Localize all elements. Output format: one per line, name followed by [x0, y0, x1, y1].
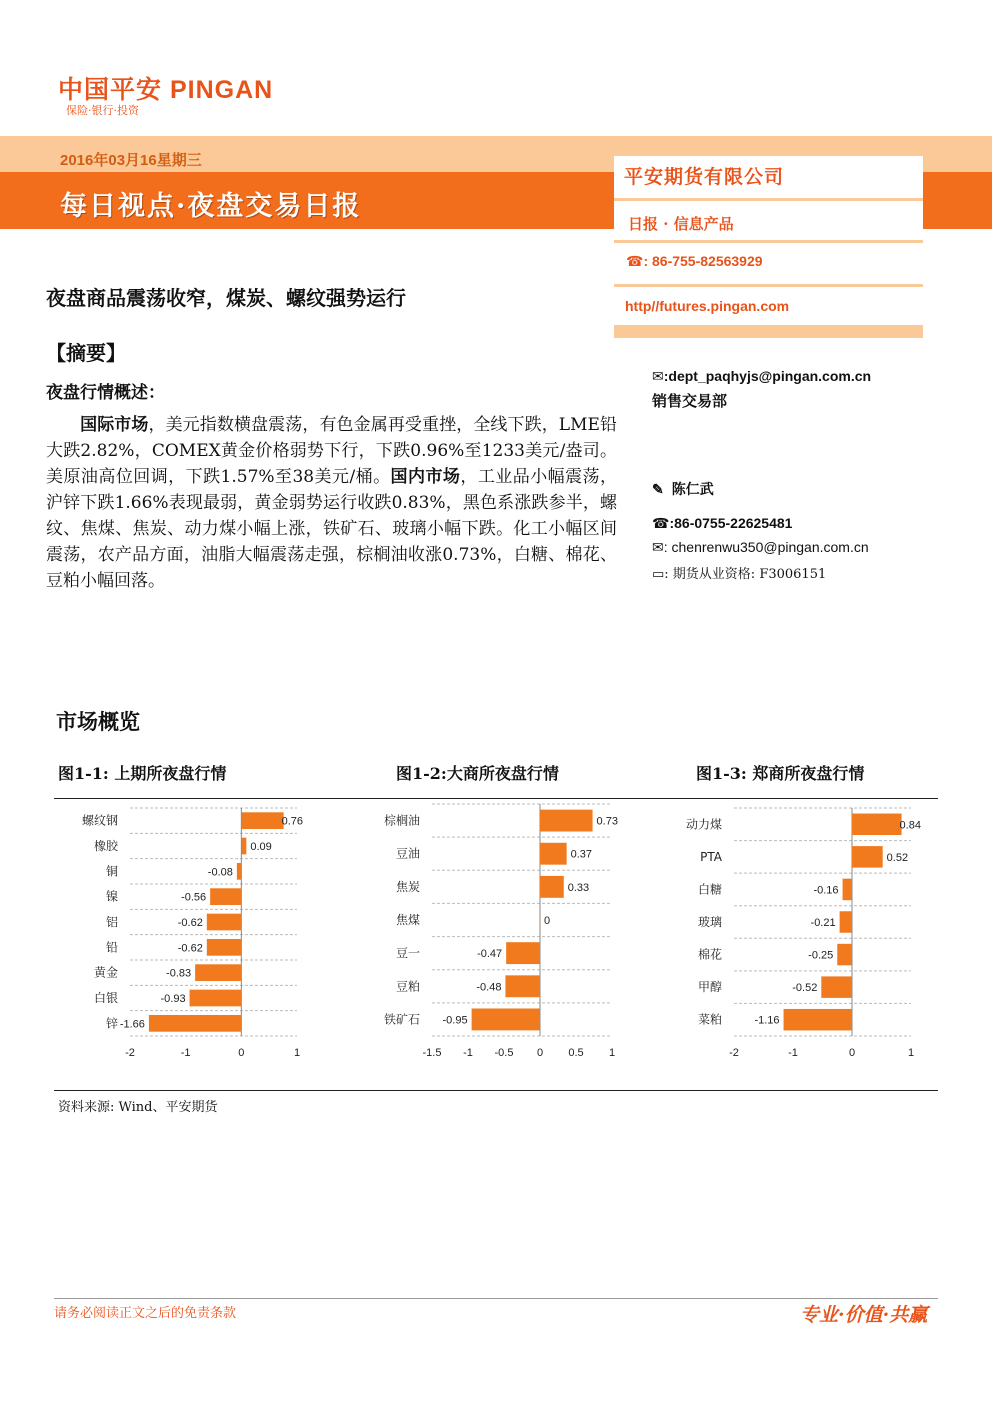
- category-label: 锌: [105, 1016, 118, 1031]
- tick-label: -1: [180, 1047, 191, 1059]
- category-label: 镍: [105, 889, 118, 904]
- domestic-market-label: 国内市场: [390, 467, 461, 487]
- mail-icon: ✉: [652, 539, 664, 555]
- tick-label: 0: [848, 1047, 856, 1059]
- category-label: 铁矿石: [383, 1012, 420, 1027]
- category-label: 黄金: [93, 965, 118, 980]
- chart-czce: [686, 808, 921, 1059]
- logo-tagline: 保险·银行·投资: [66, 104, 139, 117]
- bar-棉花: [837, 944, 852, 965]
- disclaimer-link[interactable]: 请务必阅读正文之后的免责条款: [54, 1306, 237, 1321]
- tick-label: 1: [608, 1047, 616, 1059]
- phone-icon: ☎: [652, 515, 670, 531]
- data-label: -1.16: [754, 1014, 780, 1027]
- phone-icon: ☎:: [626, 253, 649, 269]
- tick-label: 1: [907, 1047, 915, 1059]
- category-label: 铝: [105, 915, 118, 929]
- data-label: -0.95: [442, 1014, 468, 1027]
- analyst-phone: ☎:86-0755-22625481: [652, 515, 793, 531]
- bar-豆油: [540, 843, 567, 865]
- domestic-market-text: ，工业品小幅震荡，沪锌下跌1.66%表现最弱，黄金弱势运行收跌0.83%，黑色系涨跌参半，螺纹、焦煤、焦炭、动力煤小幅上涨，铁矿石、玻璃小幅下跌。化工小幅区间震荡，农产品方面，油脂大幅震荡走强，棕榈油收涨0.73%，白糖、棉花、豆粕小幅回落。: [46, 467, 618, 591]
- data-label: 0.76: [281, 815, 304, 828]
- data-source: 资料来源: Wind、平安期货: [58, 1100, 218, 1115]
- tick-label: -2: [729, 1047, 739, 1059]
- tick-label: -1: [788, 1047, 798, 1059]
- card-divider: [614, 240, 923, 243]
- charts-top-rule: [54, 798, 938, 799]
- market-overview-heading: 市场概览: [56, 709, 140, 734]
- data-label: 0.33: [567, 881, 590, 894]
- product-type: 日报 · 信息产品: [628, 215, 734, 233]
- tick-label: -2: [125, 1047, 135, 1059]
- data-label: -0.48: [476, 981, 502, 994]
- mail-icon: ✉: [652, 368, 664, 384]
- bar-铜: [237, 863, 241, 880]
- data-label: -0.52: [792, 982, 818, 995]
- bar-黄金: [195, 964, 241, 981]
- book-icon: ▭: [652, 567, 665, 582]
- chart-title-czce: 图1-3: 郑商所夜盘行情: [696, 764, 865, 783]
- category-label: 豆油: [395, 846, 420, 861]
- report-date: 2016年03月16星期三: [60, 152, 202, 169]
- tick-label: 1: [293, 1047, 301, 1059]
- data-label: 0.52: [886, 851, 909, 864]
- company-name: 平安期货有限公司: [624, 166, 785, 188]
- chart-title-dce: 图1-2:大商所夜盘行情: [396, 764, 559, 783]
- bar-动力煤: [852, 814, 902, 835]
- bar-豆粕: [505, 975, 540, 997]
- charts-bottom-rule: [54, 1090, 938, 1091]
- category-label: 铅: [105, 940, 118, 955]
- summary-paragraph: [46, 412, 617, 594]
- bar-棕榈油: [540, 810, 593, 832]
- analyst-license: ▭: 期货从业资格: F3006151: [652, 567, 827, 582]
- category-label: PTA: [700, 849, 722, 864]
- bar-甲醇: [821, 976, 852, 997]
- data-label: -0.08: [207, 866, 233, 879]
- bar-铝: [207, 914, 242, 931]
- card-divider: [614, 325, 923, 338]
- slogan: 专业·价值·共赢: [800, 1304, 928, 1326]
- tick-label: -0.5: [494, 1047, 514, 1059]
- category-label: 铜: [105, 864, 118, 879]
- chart-shfe: [82, 808, 303, 1059]
- card-divider: [614, 198, 923, 201]
- category-label: 焦煤: [395, 913, 420, 927]
- data-label: -0.83: [166, 967, 192, 980]
- data-label: -0.47: [477, 948, 503, 961]
- data-label: 0.09: [250, 841, 272, 853]
- bar-白糖: [843, 879, 852, 900]
- category-label: 玻璃: [697, 915, 722, 929]
- data-label: 0.37: [570, 848, 593, 861]
- card-divider: [614, 284, 923, 287]
- bar-玻璃: [840, 911, 852, 932]
- bar-铅: [207, 939, 242, 956]
- abstract-heading: 【摘要】: [46, 341, 126, 365]
- data-label: 0.84: [899, 819, 921, 832]
- company-phone: ☎: 86-755-82563929: [626, 253, 763, 269]
- category-label: 菜粕: [697, 1012, 722, 1027]
- intl-market-text: ，美元指数横盘震荡，有色金属再受重挫，全线下跌，LME铅大跌2.82%，COMEX黄金价格弱势下行，下跌0.96%至1233美元/盎司。美原油高位回调，下跌1.57%至38美元/桶。: [46, 415, 617, 487]
- tick-label: 0: [238, 1047, 245, 1059]
- company-url[interactable]: http//futures.pingan.com: [625, 298, 790, 314]
- bar-镍: [210, 888, 241, 905]
- company-logo: 中国平安 PINGAN: [58, 76, 274, 104]
- pen-icon: ✎: [652, 482, 664, 498]
- report-title: 每日视点·夜盘交易日报: [60, 191, 362, 222]
- bar-白银: [190, 990, 242, 1007]
- bar-锌: [149, 1015, 241, 1032]
- analyst-name: ✎ 陈仁武: [652, 482, 714, 498]
- dept-name: 销售交易部: [652, 392, 728, 410]
- data-label: -0.62: [177, 942, 203, 955]
- dept-email[interactable]: ✉:dept_paqhyjs@pingan.com.cn: [652, 368, 872, 384]
- bar-豆一: [506, 942, 540, 964]
- data-label: -0.25: [808, 949, 834, 962]
- category-label: 橡胶: [93, 839, 118, 853]
- data-label: -0.21: [810, 917, 836, 929]
- intl-market-label: 国际市场: [80, 415, 149, 435]
- bar-螺纹钢: [241, 812, 283, 829]
- chart-title-shfe: 图1-1: 上期所夜盘行情: [58, 764, 227, 783]
- bar-橡胶: [241, 838, 246, 855]
- headline: 夜盘商品震荡收窄，煤炭、螺纹强势运行: [46, 286, 406, 310]
- tick-label: -1: [463, 1047, 473, 1059]
- tick-label: -1.5: [422, 1047, 442, 1059]
- data-label: -0.62: [177, 917, 203, 929]
- category-label: 甲醇: [697, 980, 722, 995]
- tick-label: 0: [536, 1047, 544, 1059]
- bar-PTA: [852, 846, 883, 867]
- category-label: 白银: [93, 991, 118, 1005]
- category-label: 白糖: [697, 882, 722, 897]
- bar-铁矿石: [472, 1008, 540, 1030]
- data-label: -0.16: [813, 884, 839, 897]
- charts-panel: [54, 800, 938, 1088]
- data-label: 0: [544, 915, 551, 927]
- data-label: -0.93: [160, 993, 186, 1005]
- data-label: 0.73: [596, 815, 618, 828]
- bar-菜粕: [784, 1009, 852, 1030]
- data-label: -0.56: [181, 891, 207, 904]
- category-label: 焦炭: [395, 879, 420, 894]
- category-label: 动力煤: [685, 817, 722, 832]
- category-label: 豆一: [395, 946, 420, 961]
- overview-heading: 夜盘行情概述：: [46, 383, 165, 403]
- footer-rule: [54, 1298, 938, 1299]
- chart-dce: [384, 804, 618, 1059]
- category-label: 螺纹钢: [81, 813, 118, 828]
- analyst-email[interactable]: ✉: chenrenwu350@pingan.com.cn: [652, 539, 869, 555]
- bar-焦炭: [540, 876, 564, 898]
- category-label: 棉花: [697, 947, 722, 962]
- category-label: 豆粕: [395, 979, 420, 994]
- tick-label: 0.5: [568, 1047, 584, 1059]
- data-label: -1.66: [119, 1018, 145, 1031]
- category-label: 棕榈油: [383, 813, 420, 828]
